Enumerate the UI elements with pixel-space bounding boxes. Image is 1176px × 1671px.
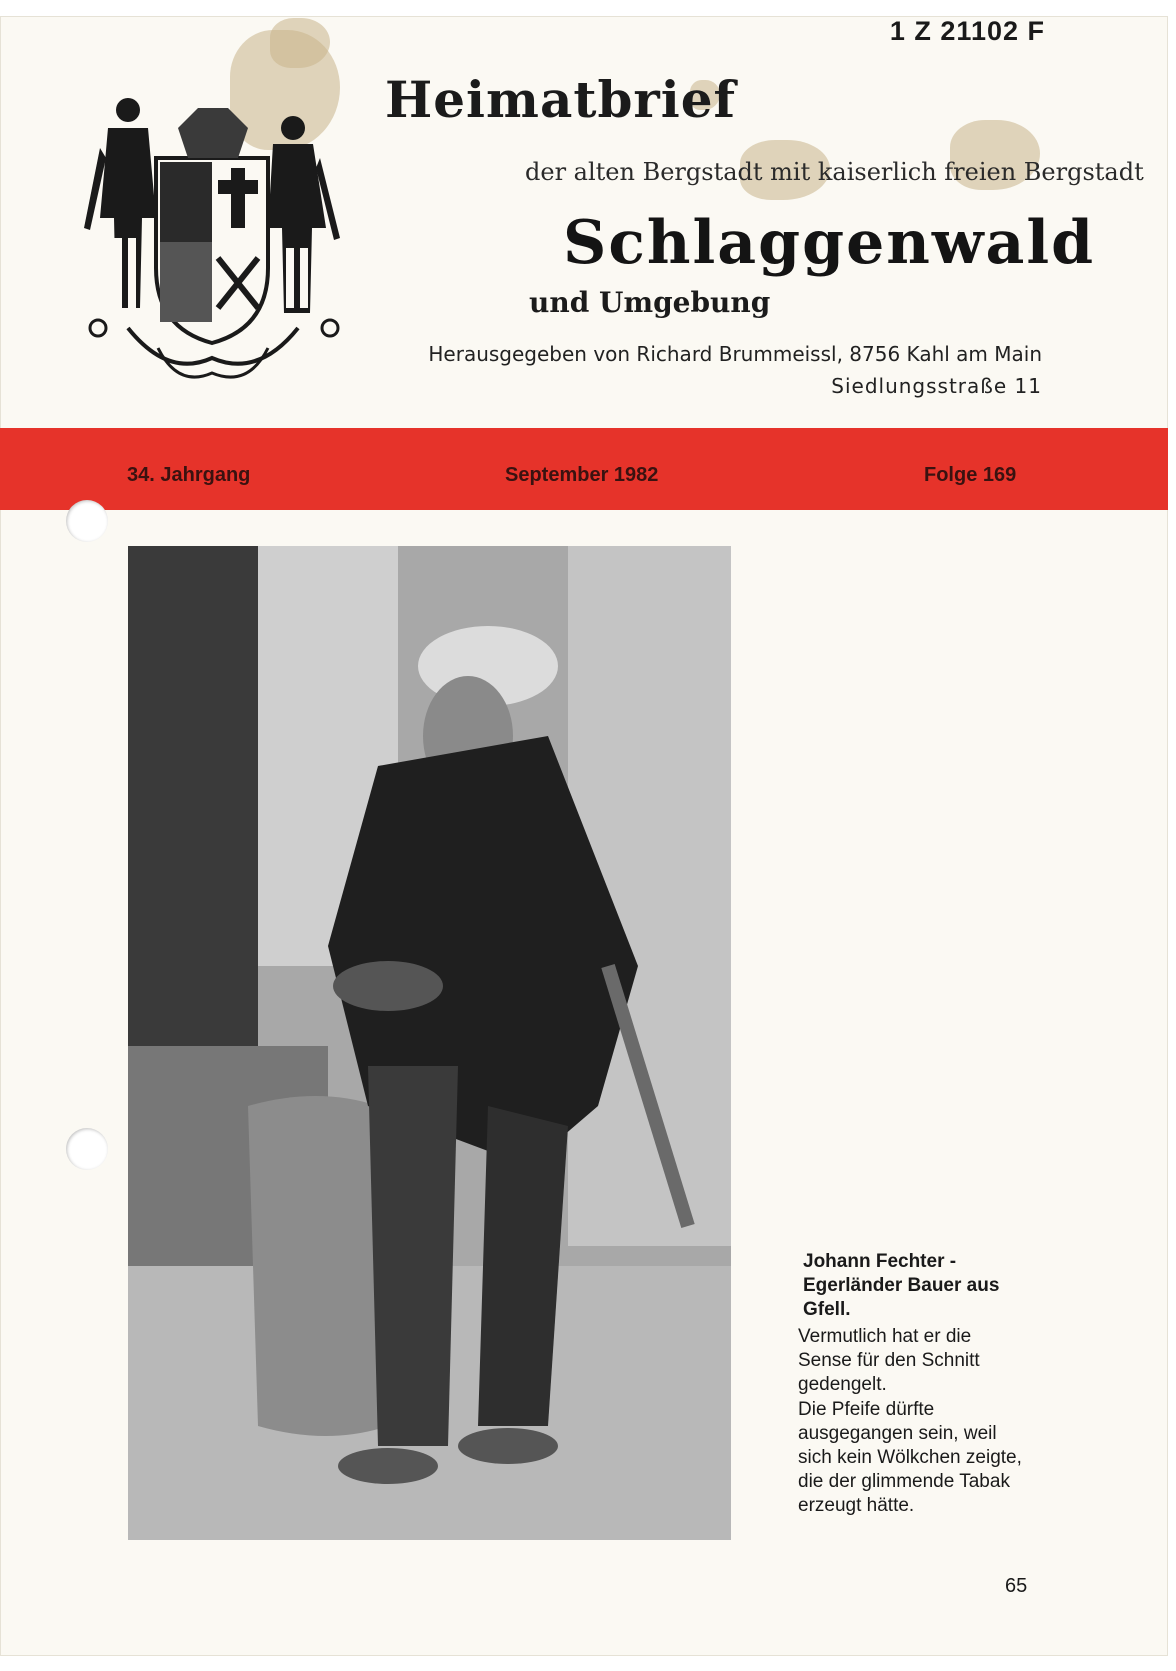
caption-body (798, 1325, 1028, 1519)
caption-title: Johann Fechter - Egerländer Bauer aus Gfell. (803, 1251, 1000, 1320)
issue-date: September 1982 (505, 464, 659, 486)
publisher-line: Herausgegeben von Richard Brummeissl, 8756 Kahl am Main (428, 342, 1042, 366)
volume-label: 34. Jahrgang (127, 464, 251, 486)
punch-hole (66, 500, 108, 542)
town-name: Schlaggenwald (563, 208, 1096, 278)
publisher-address: Siedlungsstraße 11 (831, 374, 1042, 398)
caption-paragraph: Die Pfeife dürfte ausgegangen sein, weil sich kein Wölkchen zeigte, die der glimmende Tabak erzeugt hätte. (798, 1399, 1022, 1516)
halftone-photo (128, 546, 731, 1540)
publication-title: Heimatbrief (385, 70, 737, 129)
publication-subtitle: der alten Bergstadt mit kaiserlich freien Bergstadt (525, 158, 1144, 186)
caption-paragraph: Vermutlich hat er die Sense für den Schnitt gedengelt. (798, 1326, 980, 1395)
farmer-photo-illustration (128, 546, 731, 1540)
issue-number: Folge 169 (924, 464, 1017, 486)
coat-of-arms-icon (68, 88, 358, 388)
region-line: und Umgebung (529, 286, 771, 319)
registration-number: 1 Z 21102 F (889, 16, 1045, 46)
punch-hole (66, 1128, 108, 1170)
page-number: 65 (1005, 1575, 1028, 1597)
